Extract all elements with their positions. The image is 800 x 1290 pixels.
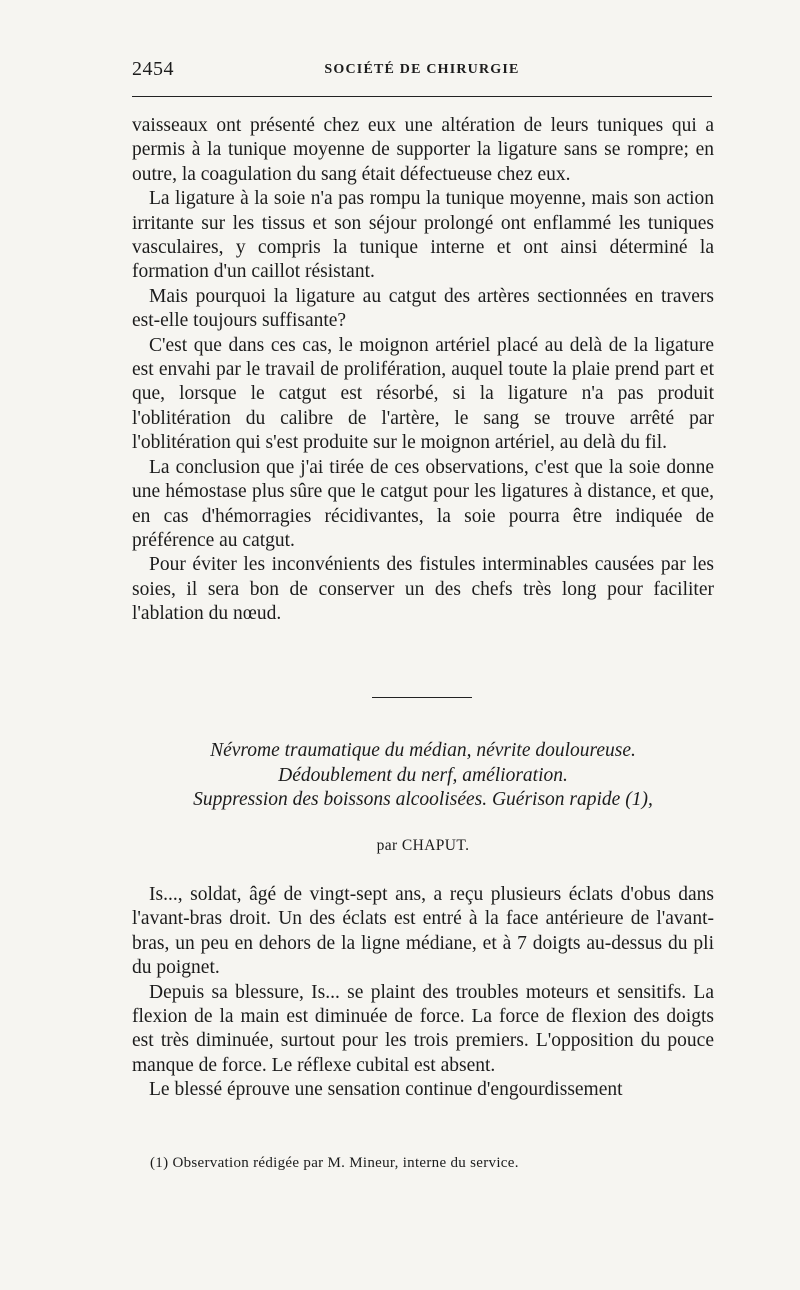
section-separator (372, 697, 472, 698)
paragraph: Mais pourquoi la ligature au catgut des artères sectionnées en travers est-elle toujours suffisante? (132, 285, 714, 332)
page-header (132, 58, 712, 82)
article-body (132, 883, 714, 1103)
paragraph: C'est que dans ces cas, le moignon artériel placé au delà de la ligature est envahi par le travail de prolifération, auquel toute la plaie prend part et que, lorsque le catgut est résorbé, si la ligature n'a pas produit l'oblitération du calibre de l'artère, le sang se trouve arrêté par l'oblitération qui s'est produite sur le moignon artériel, au delà du fil. (132, 334, 714, 454)
paragraph: Pour éviter les inconvénients des fistules interminables causées par les soies, il sera bon de conserver un des chefs très long pour faciliter l'ablation du nœud. (132, 554, 714, 625)
paragraph: Is..., soldat, âgé de vingt-sept ans, a reçu plusieurs éclats d'obus dans l'avant-bras droit. Un des éclats est entré à la face antérieure de l'avant-bras, un peu en dehors de la ligne médiane, et à 7 doigts au-dessus du pli du poignet. (132, 884, 714, 979)
paragraph: Depuis sa blessure, Is... se plaint des troubles moteurs et sensitifs. La flexion de la main est diminuée de force. La force de flexion des doigts est très diminuée, surtout pour les trois premiers. L'opposition du pouce manque de force. Le réflexe cubital est absent. (132, 981, 714, 1076)
paragraph: Le blessé éprouve une sensation continue d'engourdissement (149, 1079, 623, 1101)
article-title (132, 739, 714, 813)
paragraph: vaisseaux ont présenté chez eux une altération de leurs tuniques qui a permis à la tunique moyenne de supporter la ligature sans se rompre; en outre, la coagulation du sang était défectueuse chez eux. (132, 115, 714, 185)
title-line: Suppression des boissons alcoolisées. Guérison rapide (1), (193, 789, 653, 810)
title-line: Névrome traumatique du médian, névrite douloureuse. (210, 740, 636, 761)
header-rule (132, 96, 712, 97)
running-head: SOCIÉTÉ DE CHIRURGIE (324, 62, 520, 77)
section-1-text (132, 114, 714, 627)
footnote: (1) Observation rédigée par M. Mineur, interne du service. (150, 1155, 519, 1171)
article-author: par CHAPUT. (376, 837, 470, 854)
paragraph: La conclusion que j'ai tirée de ces observations, c'est que la soie donne une hémostase plus sûre que le catgut pour les ligatures à distance, et que, en cas d'hémorragies récidivantes, la soie pourra être indiquée de préférence au catgut. (132, 456, 714, 551)
paragraph: La ligature à la soie n'a pas rompu la tunique moyenne, mais son action irritante sur les tissus et son séjour prolongé ont enflammé les tuniques vasculaires, y compris la tunique interne et ont ainsi déterminé la formation d'un caillot résistant. (132, 188, 714, 283)
page-number: 2454 (132, 58, 174, 80)
title-line: Dédoublement du nerf, amélioration. (278, 764, 568, 786)
